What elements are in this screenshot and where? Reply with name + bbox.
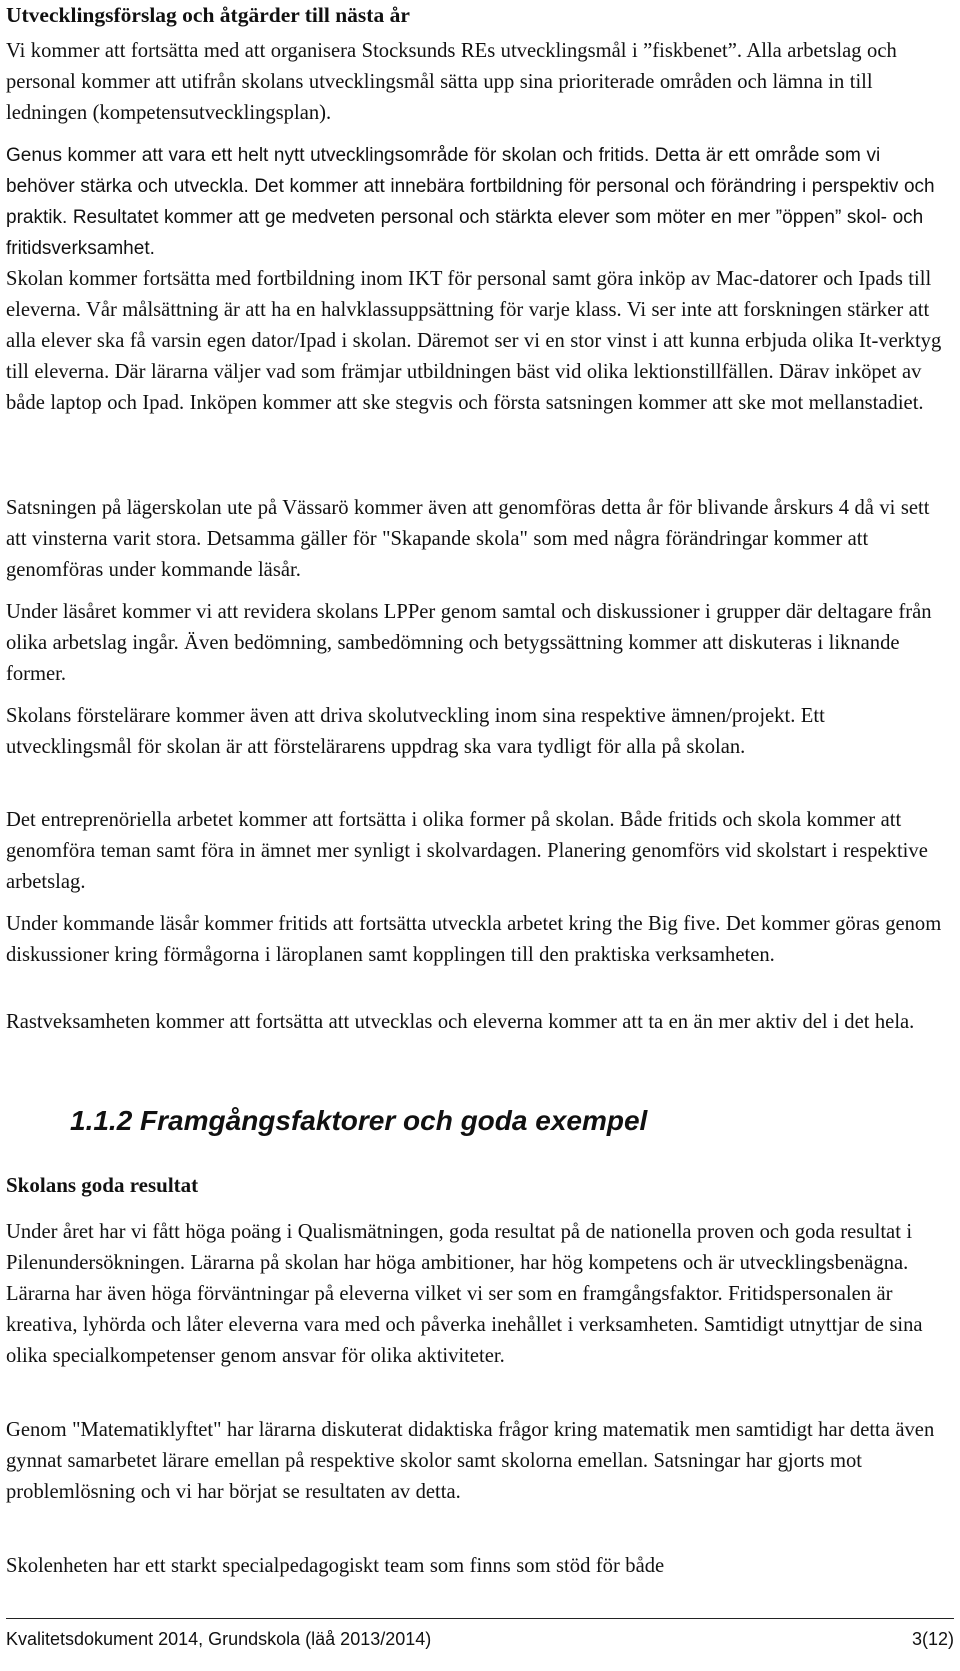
subheading-good-results: Skolans goda resultat bbox=[6, 1173, 199, 1197]
heading-development-proposals: Utvecklingsförslag och åtgärder till nästa år bbox=[6, 3, 410, 27]
paragraph-ikt: Skolan kommer fortsätta med fortbildning inom IKT för personal samt göra inköp av Mac-datorer och Ipads till eleverna. Vår målsättning är att ha en halvklassuppsättning för varje klass. Vi ser inte att forskningen stärker att alla elever ska få varsin egen dator/Ipad i skolan. Däremot ser vi en stor vinst i att kunna erbjuda olika It-verktyg till eleverna. Där lärarna väljer vad som främjar utbildningen bäst vid olika lektionstillfällen. Därav inköpet av både laptop och Ipad. Inköpen kommer att ske stegvis och första satsningen kommer att ske mot mellanstadiet. bbox=[6, 268, 942, 415]
footer-page-number: 3(12) bbox=[911, 1628, 954, 1649]
section-heading-success-factors: 1.1.2 Framgångsfaktorer och goda exempel bbox=[70, 1105, 648, 1136]
paragraph-lpper: Under läsåret kommer vi att revidera skolans LPPer genom samtal och diskussioner i grupper där deltagare från olika arbetslag ingår. Även bedömning, sambedömning och betygssättning kommer att diskuteras i liknande former. bbox=[6, 601, 932, 686]
paragraph-entreprenoriella: Det entreprenöriella arbetet kommer att fortsätta i olika former på skolan. Både fritids och skola kommer att genomföra teman samt föra in ämnet mer synligt i skolvardagen. Planering genomförs vid skolstart i respektive arbetslag. bbox=[6, 809, 928, 894]
page-footer bbox=[6, 1618, 954, 1659]
paragraph-forstelarare: Skolans förstelärare kommer även att driva skolutveckling inom sina respektive ämnen/projekt. Ett utvecklingsmål för skolan är att förstelärarens uppdrag ska vara tydligt för alla på skolan. bbox=[6, 705, 825, 759]
paragraph-matematiklyftet: Genom "Matematiklyftet" har lärarna diskuterat didaktiska frågor kring matematik men samtidigt har detta även gynnat samarbetet lärare emellan på respektive skolor samt skolorna emellan. Satsningar har gjorts mot problemlösning och vi har börjat se resultaten av detta. bbox=[6, 1419, 935, 1504]
paragraph-fiskbenet: Vi kommer att fortsätta med att organisera Stocksunds REs utvecklingsmål i ”fiskbenet”. Alla arbetslag och personal kommer att utifrån skolans utvecklingsmål sätta upp sina prioriterade områden och lämna in till ledningen (kompetensutvecklingsplan). bbox=[6, 40, 897, 125]
paragraph-qualis: Under året har vi fått höga poäng i Qualismätningen, goda resultat på de nationella proven och goda resultat i Pilenundersökningen. Lärarna på skolan har höga ambitioner, har hög kompetens och är utvecklingsbenägna. Lärarna har även höga förväntningar på eleverna vilket vi ser som en framgångsfaktor. Fritidspersonalen är kreativa, lyhörda och låter eleverna vara med och påverka inehållet i verksamheten. Samtidigt utnyttjar de sina olika specialkompetenser genom ansvar för olika aktiviteter. bbox=[6, 1221, 923, 1368]
paragraph-big-five: Under kommande läsår kommer fritids att fortsätta utveckla arbetet kring the Big five. Det kommer göras genom diskussioner kring förmågorna i läroplanen samt kopplingen till den praktiska verksamheten. bbox=[6, 913, 942, 967]
paragraph-rastverksamheten: Rastveksamheten kommer att fortsätta att utvecklas och eleverna kommer att ta en än mer aktiv del i det hela. bbox=[6, 1011, 915, 1033]
paragraph-lagerskolan: Satsningen på lägerskolan ute på Vässarö kommer även att genomföras detta år för blivande årskurs 4 då vi sett att vinsterna varit stora. Detsamma gäller för "Skapande skola" som med några förändringar kommer att genomföras under kommande läsår. bbox=[6, 497, 930, 582]
page-content bbox=[6, 0, 954, 1585]
paragraph-genus: Genus kommer att vara ett helt nytt utvecklingsområde för skolan och fritids. Detta är ett område som vi behöver stärka och utveckla. Det kommer att innebära fortbildning för personal och förändring i perspektiv och praktik. Resultatet kommer att ge medveten personal och stärkta elever som möter en mer ”öppen” skol- och fritidsverksamhet. bbox=[6, 145, 935, 260]
footer-document-title: Kvalitetsdokument 2014, Grundskola (läå 2013/2014) bbox=[6, 1628, 432, 1649]
paragraph-specialpedagogiskt: Skolenheten har ett starkt specialpedagogiskt team som finns som stöd för både bbox=[6, 1555, 665, 1577]
